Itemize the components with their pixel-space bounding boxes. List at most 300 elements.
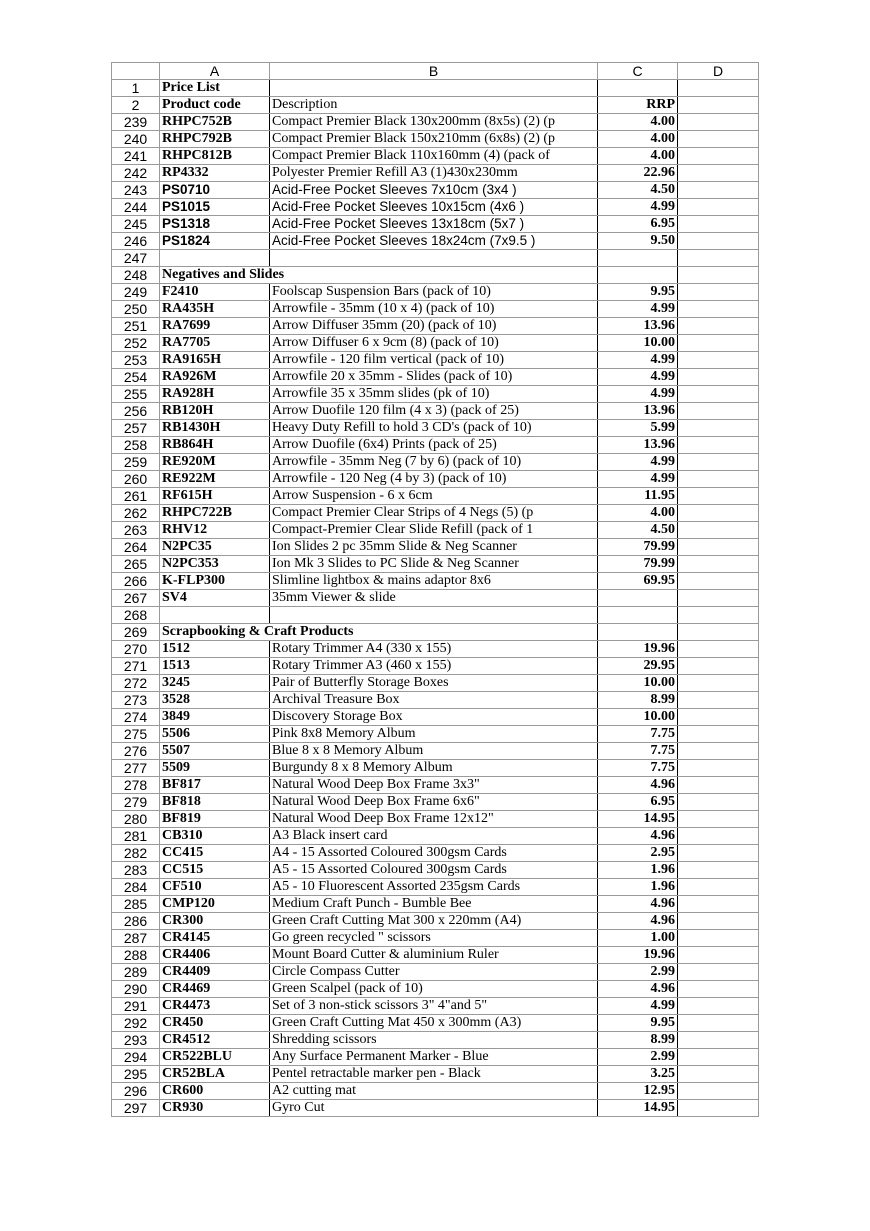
product-code[interactable]: 1513 <box>160 658 270 675</box>
empty-cell-d[interactable] <box>678 726 759 743</box>
row-number[interactable]: 257 <box>112 420 160 437</box>
description-cell[interactable]: A3 Black insert card <box>270 828 598 845</box>
empty-cell-d[interactable] <box>678 862 759 879</box>
row-number[interactable]: 292 <box>112 1015 160 1032</box>
row-number[interactable]: 246 <box>112 233 160 250</box>
price-cell[interactable]: 1.96 <box>598 879 678 896</box>
empty-cell-d[interactable] <box>678 743 759 760</box>
product-code[interactable]: RA435H <box>160 301 270 318</box>
empty-cell-d[interactable] <box>678 505 759 522</box>
row-number[interactable]: 258 <box>112 437 160 454</box>
product-code[interactable]: CMP120 <box>160 896 270 913</box>
description-cell[interactable]: Burgundy 8 x 8 Memory Album <box>270 760 598 777</box>
description-cell[interactable]: Natural Wood Deep Box Frame 12x12" <box>270 811 598 828</box>
price-cell[interactable]: 10.00 <box>598 335 678 352</box>
row-number[interactable]: 268 <box>112 607 160 624</box>
description-cell[interactable]: Acid-Free Pocket Sleeves 7x10cm (3x4 ) <box>270 182 598 199</box>
description-cell[interactable]: Arrow Duofile 120 film (4 x 3) (pack of 25) <box>270 403 598 420</box>
description-cell[interactable]: Rotary Trimmer A3 (460 x 155) <box>270 658 598 675</box>
empty-cell-d[interactable] <box>678 930 759 947</box>
price-cell[interactable]: 4.50 <box>598 182 678 199</box>
price-cell[interactable]: 19.96 <box>598 641 678 658</box>
row-number[interactable]: 239 <box>112 114 160 131</box>
product-code[interactable]: CR300 <box>160 913 270 930</box>
price-cell[interactable]: 14.95 <box>598 1100 678 1117</box>
product-code[interactable]: PS1824 <box>160 233 270 250</box>
empty-cell-d[interactable] <box>678 1015 759 1032</box>
empty-cell-d[interactable] <box>678 182 759 199</box>
empty-cell-d[interactable] <box>678 879 759 896</box>
empty-cell-d[interactable] <box>678 80 759 97</box>
row-number[interactable]: 242 <box>112 165 160 182</box>
row-number[interactable]: 287 <box>112 930 160 947</box>
empty-cell-d[interactable] <box>678 233 759 250</box>
description-cell[interactable]: Pair of Butterfly Storage Boxes <box>270 675 598 692</box>
row-number[interactable]: 284 <box>112 879 160 896</box>
product-code[interactable]: RA7699 <box>160 318 270 335</box>
price-cell[interactable] <box>598 590 678 607</box>
price-cell[interactable]: 2.95 <box>598 845 678 862</box>
empty-cell-d[interactable] <box>678 777 759 794</box>
price-cell[interactable]: 22.96 <box>598 165 678 182</box>
price-cell[interactable]: 4.96 <box>598 828 678 845</box>
price-cell[interactable]: 4.96 <box>598 981 678 998</box>
product-code[interactable]: N2PC35 <box>160 539 270 556</box>
description-cell[interactable]: Blue 8 x 8 Memory Album <box>270 743 598 760</box>
description-cell[interactable]: Arrow Diffuser 6 x 9cm (8) (pack of 10) <box>270 335 598 352</box>
description-cell[interactable]: Mount Board Cutter & aluminium Ruler <box>270 947 598 964</box>
empty-cell-d[interactable] <box>678 131 759 148</box>
empty-cell-d[interactable] <box>678 624 759 641</box>
row-number[interactable]: 247 <box>112 250 160 267</box>
empty-cell-d[interactable] <box>678 760 759 777</box>
product-code[interactable]: RA9165H <box>160 352 270 369</box>
price-cell[interactable] <box>598 607 678 624</box>
product-code[interactable]: CF510 <box>160 879 270 896</box>
corner-cell[interactable] <box>112 63 160 80</box>
product-code[interactable]: 5506 <box>160 726 270 743</box>
product-code[interactable]: BF818 <box>160 794 270 811</box>
row-number[interactable]: 260 <box>112 471 160 488</box>
price-cell[interactable]: 69.95 <box>598 573 678 590</box>
product-code[interactable]: CR4473 <box>160 998 270 1015</box>
description-cell[interactable]: Arrow Diffuser 35mm (20) (pack of 10) <box>270 318 598 335</box>
row-number[interactable]: 275 <box>112 726 160 743</box>
price-cell[interactable]: 4.00 <box>598 114 678 131</box>
row-number[interactable]: 272 <box>112 675 160 692</box>
description-cell[interactable]: Natural Wood Deep Box Frame 6x6" <box>270 794 598 811</box>
product-code[interactable]: 1512 <box>160 641 270 658</box>
column-header-b[interactable]: B <box>270 63 598 80</box>
row-number[interactable]: 276 <box>112 743 160 760</box>
description-cell[interactable]: Discovery Storage Box <box>270 709 598 726</box>
empty-cell-d[interactable] <box>678 947 759 964</box>
price-cell[interactable]: 11.95 <box>598 488 678 505</box>
empty-cell-d[interactable] <box>678 301 759 318</box>
product-code[interactable]: BF817 <box>160 777 270 794</box>
empty-cell-d[interactable] <box>678 250 759 267</box>
product-code[interactable]: Product code <box>160 97 270 114</box>
row-number[interactable]: 297 <box>112 1100 160 1117</box>
column-header-c[interactable]: C <box>598 63 678 80</box>
row-number[interactable]: 259 <box>112 454 160 471</box>
row-number[interactable]: 1 <box>112 80 160 97</box>
row-number[interactable]: 262 <box>112 505 160 522</box>
product-code[interactable]: PS0710 <box>160 182 270 199</box>
row-number[interactable]: 265 <box>112 556 160 573</box>
price-cell[interactable]: 7.75 <box>598 726 678 743</box>
description-cell[interactable]: 35mm Viewer & slide <box>270 590 598 607</box>
product-code[interactable]: RHPC812B <box>160 148 270 165</box>
empty-cell-d[interactable] <box>678 284 759 301</box>
row-number[interactable]: 241 <box>112 148 160 165</box>
description-cell[interactable]: Acid-Free Pocket Sleeves 10x15cm (4x6 ) <box>270 199 598 216</box>
product-code[interactable]: PS1015 <box>160 199 270 216</box>
description-cell[interactable]: A5 - 15 Assorted Coloured 300gsm Cards <box>270 862 598 879</box>
empty-cell-d[interactable] <box>678 335 759 352</box>
description-cell[interactable]: Natural Wood Deep Box Frame 3x3" <box>270 777 598 794</box>
empty-cell-d[interactable] <box>678 709 759 726</box>
price-cell[interactable]: 4.99 <box>598 471 678 488</box>
description-cell[interactable]: Slimline lightbox & mains adaptor 8x6 <box>270 573 598 590</box>
product-code[interactable]: CR4469 <box>160 981 270 998</box>
row-number[interactable]: 293 <box>112 1032 160 1049</box>
price-cell[interactable]: 79.99 <box>598 556 678 573</box>
row-number[interactable]: 253 <box>112 352 160 369</box>
product-code[interactable]: BF819 <box>160 811 270 828</box>
price-cell[interactable]: 13.96 <box>598 437 678 454</box>
empty-cell-d[interactable] <box>678 1032 759 1049</box>
price-cell[interactable]: 6.95 <box>598 794 678 811</box>
product-code[interactable]: 5507 <box>160 743 270 760</box>
description-cell[interactable]: Set of 3 non-stick scissors 3" 4"and 5" <box>270 998 598 1015</box>
description-cell[interactable] <box>270 250 598 267</box>
product-code[interactable]: RA926M <box>160 369 270 386</box>
description-cell[interactable]: Arrowfile - 35mm Neg (7 by 6) (pack of 10) <box>270 454 598 471</box>
empty-cell-d[interactable] <box>678 607 759 624</box>
empty-cell-d[interactable] <box>678 522 759 539</box>
product-code[interactable]: CR4145 <box>160 930 270 947</box>
row-number[interactable]: 273 <box>112 692 160 709</box>
product-code[interactable]: F2410 <box>160 284 270 301</box>
price-cell[interactable]: 9.95 <box>598 1015 678 1032</box>
description-cell[interactable]: Ion Slides 2 pc 35mm Slide & Neg Scanner <box>270 539 598 556</box>
description-cell[interactable] <box>270 80 598 97</box>
empty-cell-d[interactable] <box>678 403 759 420</box>
product-code[interactable] <box>160 607 270 624</box>
product-code[interactable]: PS1318 <box>160 216 270 233</box>
row-number[interactable]: 294 <box>112 1049 160 1066</box>
price-cell[interactable]: 4.99 <box>598 369 678 386</box>
row-number[interactable]: 274 <box>112 709 160 726</box>
price-cell[interactable]: 4.50 <box>598 522 678 539</box>
empty-cell-d[interactable] <box>678 981 759 998</box>
row-number[interactable]: 243 <box>112 182 160 199</box>
row-number[interactable]: 266 <box>112 573 160 590</box>
empty-cell-d[interactable] <box>678 675 759 692</box>
product-code[interactable]: 3528 <box>160 692 270 709</box>
price-cell[interactable]: 4.99 <box>598 352 678 369</box>
empty-cell-d[interactable] <box>678 148 759 165</box>
empty-cell-d[interactable] <box>678 386 759 403</box>
description-cell[interactable]: Arrowfile - 120 film vertical (pack of 10) <box>270 352 598 369</box>
description-cell[interactable]: Pink 8x8 Memory Album <box>270 726 598 743</box>
empty-cell-d[interactable] <box>678 1066 759 1083</box>
row-number[interactable]: 270 <box>112 641 160 658</box>
empty-cell-d[interactable] <box>678 165 759 182</box>
description-cell[interactable]: Acid-Free Pocket Sleeves 13x18cm (5x7 ) <box>270 216 598 233</box>
product-code[interactable]: RHPC722B <box>160 505 270 522</box>
row-number[interactable]: 282 <box>112 845 160 862</box>
price-cell[interactable]: 4.96 <box>598 777 678 794</box>
price-cell[interactable] <box>598 250 678 267</box>
empty-cell-d[interactable] <box>678 590 759 607</box>
row-number[interactable]: 290 <box>112 981 160 998</box>
price-cell[interactable]: 5.99 <box>598 420 678 437</box>
empty-cell-d[interactable] <box>678 454 759 471</box>
row-number[interactable]: 250 <box>112 301 160 318</box>
product-code[interactable]: CR4406 <box>160 947 270 964</box>
product-code[interactable]: RHPC792B <box>160 131 270 148</box>
product-code[interactable]: RB864H <box>160 437 270 454</box>
row-number[interactable]: 248 <box>112 267 160 284</box>
product-code[interactable]: CR52BLA <box>160 1066 270 1083</box>
column-header-d[interactable]: D <box>678 63 759 80</box>
row-number[interactable]: 279 <box>112 794 160 811</box>
empty-cell-d[interactable] <box>678 352 759 369</box>
row-number[interactable]: 267 <box>112 590 160 607</box>
description-cell[interactable]: Compact Premier Black 110x160mm (4) (pack of <box>270 148 598 165</box>
description-cell[interactable]: Compact Premier Black 130x200mm (8x5s) (2) (p <box>270 114 598 131</box>
price-cell[interactable]: 4.99 <box>598 998 678 1015</box>
description-cell[interactable]: Description <box>270 97 598 114</box>
price-cell[interactable]: 9.50 <box>598 233 678 250</box>
product-code[interactable]: RF615H <box>160 488 270 505</box>
product-code[interactable]: K-FLP300 <box>160 573 270 590</box>
price-cell[interactable] <box>598 80 678 97</box>
price-cell[interactable]: 13.96 <box>598 403 678 420</box>
price-cell[interactable]: 29.95 <box>598 658 678 675</box>
row-number[interactable]: 252 <box>112 335 160 352</box>
row-number[interactable]: 240 <box>112 131 160 148</box>
description-cell[interactable]: A2 cutting mat <box>270 1083 598 1100</box>
empty-cell-d[interactable] <box>678 1100 759 1117</box>
price-cell[interactable] <box>598 624 678 641</box>
product-code[interactable]: CC415 <box>160 845 270 862</box>
description-cell[interactable]: Green Craft Cutting Mat 300 x 220mm (A4) <box>270 913 598 930</box>
description-cell[interactable]: Acid-Free Pocket Sleeves 18x24cm (7x9.5 ) <box>270 233 598 250</box>
empty-cell-d[interactable] <box>678 97 759 114</box>
row-number[interactable]: 296 <box>112 1083 160 1100</box>
empty-cell-d[interactable] <box>678 998 759 1015</box>
empty-cell-d[interactable] <box>678 420 759 437</box>
description-cell[interactable]: Arrowfile 35 x 35mm slides (pk of 10) <box>270 386 598 403</box>
empty-cell-d[interactable] <box>678 896 759 913</box>
empty-cell-d[interactable] <box>678 658 759 675</box>
description-cell[interactable]: Foolscap Suspension Bars (pack of 10) <box>270 284 598 301</box>
row-number[interactable]: 289 <box>112 964 160 981</box>
empty-cell-d[interactable] <box>678 369 759 386</box>
price-cell[interactable]: 10.00 <box>598 675 678 692</box>
row-number[interactable]: 269 <box>112 624 160 641</box>
price-cell[interactable]: 1.00 <box>598 930 678 947</box>
product-code[interactable]: RA928H <box>160 386 270 403</box>
row-number[interactable]: 249 <box>112 284 160 301</box>
description-cell[interactable]: Medium Craft Punch - Bumble Bee <box>270 896 598 913</box>
product-code[interactable]: CR522BLU <box>160 1049 270 1066</box>
empty-cell-d[interactable] <box>678 845 759 862</box>
product-code[interactable]: N2PC353 <box>160 556 270 573</box>
price-cell[interactable]: 2.99 <box>598 1049 678 1066</box>
sheet-title[interactable]: Price List <box>160 80 270 97</box>
price-cell[interactable]: 1.96 <box>598 862 678 879</box>
description-cell[interactable]: Arrowfile 20 x 35mm - Slides (pack of 10) <box>270 369 598 386</box>
product-code[interactable]: RE922M <box>160 471 270 488</box>
row-number[interactable]: 245 <box>112 216 160 233</box>
description-cell[interactable]: Green Craft Cutting Mat 450 x 300mm (A3) <box>270 1015 598 1032</box>
row-number[interactable]: 280 <box>112 811 160 828</box>
empty-cell-d[interactable] <box>678 794 759 811</box>
price-cell[interactable]: 7.75 <box>598 760 678 777</box>
description-cell[interactable]: A5 - 10 Fluorescent Assorted 235gsm Cards <box>270 879 598 896</box>
price-cell[interactable]: 4.00 <box>598 505 678 522</box>
price-cell[interactable]: 10.00 <box>598 709 678 726</box>
empty-cell-d[interactable] <box>678 556 759 573</box>
empty-cell-d[interactable] <box>678 471 759 488</box>
row-number[interactable]: 261 <box>112 488 160 505</box>
empty-cell-d[interactable] <box>678 811 759 828</box>
description-cell[interactable]: Compact-Premier Clear Slide Refill (pack of 1 <box>270 522 598 539</box>
description-cell[interactable]: Rotary Trimmer A4 (330 x 155) <box>270 641 598 658</box>
price-cell[interactable] <box>598 267 678 284</box>
row-number[interactable]: 271 <box>112 658 160 675</box>
row-number[interactable]: 291 <box>112 998 160 1015</box>
row-number[interactable]: 263 <box>112 522 160 539</box>
description-cell[interactable]: Heavy Duty Refill to hold 3 CD's (pack of 10) <box>270 420 598 437</box>
price-cell[interactable]: 4.96 <box>598 913 678 930</box>
row-number[interactable]: 278 <box>112 777 160 794</box>
product-code[interactable]: CB310 <box>160 828 270 845</box>
empty-cell-d[interactable] <box>678 199 759 216</box>
empty-cell-d[interactable] <box>678 539 759 556</box>
price-cell[interactable]: 4.00 <box>598 148 678 165</box>
product-code[interactable]: CC515 <box>160 862 270 879</box>
row-number[interactable]: 281 <box>112 828 160 845</box>
price-cell[interactable]: 4.99 <box>598 454 678 471</box>
description-cell[interactable]: A4 - 15 Assorted Coloured 300gsm Cards <box>270 845 598 862</box>
description-cell[interactable]: Arrow Suspension - 6 x 6cm <box>270 488 598 505</box>
description-cell[interactable]: Compact Premier Black 150x210mm (6x8s) (2) (p <box>270 131 598 148</box>
column-header-a[interactable]: A <box>160 63 270 80</box>
row-number[interactable]: 244 <box>112 199 160 216</box>
product-code[interactable] <box>160 250 270 267</box>
price-cell[interactable]: 79.99 <box>598 539 678 556</box>
empty-cell-d[interactable] <box>678 216 759 233</box>
product-code[interactable]: CR930 <box>160 1100 270 1117</box>
description-cell[interactable]: Shredding scissors <box>270 1032 598 1049</box>
price-cell[interactable]: 4.99 <box>598 386 678 403</box>
description-cell[interactable]: Pentel retractable marker pen - Black <box>270 1066 598 1083</box>
empty-cell-d[interactable] <box>678 913 759 930</box>
price-cell[interactable]: 14.95 <box>598 811 678 828</box>
empty-cell-d[interactable] <box>678 114 759 131</box>
product-code[interactable]: RA7705 <box>160 335 270 352</box>
row-number[interactable]: 2 <box>112 97 160 114</box>
product-code[interactable]: RE920M <box>160 454 270 471</box>
description-cell[interactable]: Compact Premier Clear Strips of 4 Negs (5) (p <box>270 505 598 522</box>
row-number[interactable]: 264 <box>112 539 160 556</box>
description-cell[interactable]: Polyester Premier Refill A3 (1)430x230mm <box>270 165 598 182</box>
product-code[interactable]: RP4332 <box>160 165 270 182</box>
price-cell[interactable]: 12.95 <box>598 1083 678 1100</box>
row-number[interactable]: 255 <box>112 386 160 403</box>
empty-cell-d[interactable] <box>678 488 759 505</box>
price-cell[interactable]: 4.99 <box>598 199 678 216</box>
product-code[interactable]: SV4 <box>160 590 270 607</box>
product-code[interactable]: RB1430H <box>160 420 270 437</box>
empty-cell-d[interactable] <box>678 641 759 658</box>
price-cell[interactable]: 2.99 <box>598 964 678 981</box>
description-cell[interactable]: Arrow Duofile (6x4) Prints (pack of 25) <box>270 437 598 454</box>
price-cell[interactable]: 7.75 <box>598 743 678 760</box>
empty-cell-d[interactable] <box>678 1083 759 1100</box>
row-number[interactable]: 286 <box>112 913 160 930</box>
empty-cell-d[interactable] <box>678 964 759 981</box>
row-number[interactable]: 277 <box>112 760 160 777</box>
product-code[interactable]: 3849 <box>160 709 270 726</box>
description-cell[interactable]: Circle Compass Cutter <box>270 964 598 981</box>
price-cell[interactable]: 4.96 <box>598 896 678 913</box>
row-number[interactable]: 295 <box>112 1066 160 1083</box>
description-cell[interactable] <box>270 607 598 624</box>
empty-cell-d[interactable] <box>678 573 759 590</box>
row-number[interactable]: 288 <box>112 947 160 964</box>
price-cell[interactable]: 19.96 <box>598 947 678 964</box>
description-cell[interactable]: Any Surface Permanent Marker - Blue <box>270 1049 598 1066</box>
row-number[interactable]: 285 <box>112 896 160 913</box>
row-number[interactable]: 256 <box>112 403 160 420</box>
price-cell[interactable]: 9.95 <box>598 284 678 301</box>
price-cell[interactable]: 4.99 <box>598 301 678 318</box>
description-cell[interactable]: Ion Mk 3 Slides to PC Slide & Neg Scanner <box>270 556 598 573</box>
empty-cell-d[interactable] <box>678 1049 759 1066</box>
empty-cell-d[interactable] <box>678 318 759 335</box>
product-code[interactable]: CR4409 <box>160 964 270 981</box>
description-cell[interactable]: Gyro Cut <box>270 1100 598 1117</box>
product-code[interactable]: RHPC752B <box>160 114 270 131</box>
price-cell[interactable]: 13.96 <box>598 318 678 335</box>
description-cell[interactable]: Arrowfile - 35mm (10 x 4) (pack of 10) <box>270 301 598 318</box>
description-cell[interactable]: Go green recycled " scissors <box>270 930 598 947</box>
price-cell[interactable]: 3.25 <box>598 1066 678 1083</box>
empty-cell-d[interactable] <box>678 692 759 709</box>
product-code[interactable]: CR600 <box>160 1083 270 1100</box>
section-heading[interactable]: Negatives and Slides <box>160 267 598 284</box>
price-cell[interactable]: 8.99 <box>598 1032 678 1049</box>
row-number[interactable]: 251 <box>112 318 160 335</box>
section-heading[interactable]: Scrapbooking & Craft Products <box>160 624 598 641</box>
price-cell[interactable]: RRP <box>598 97 678 114</box>
empty-cell-d[interactable] <box>678 828 759 845</box>
product-code[interactable]: 5509 <box>160 760 270 777</box>
empty-cell-d[interactable] <box>678 437 759 454</box>
product-code[interactable]: CR450 <box>160 1015 270 1032</box>
price-cell[interactable]: 4.00 <box>598 131 678 148</box>
product-code[interactable]: 3245 <box>160 675 270 692</box>
row-number[interactable]: 283 <box>112 862 160 879</box>
product-code[interactable]: CR4512 <box>160 1032 270 1049</box>
description-cell[interactable]: Green Scalpel (pack of 10) <box>270 981 598 998</box>
